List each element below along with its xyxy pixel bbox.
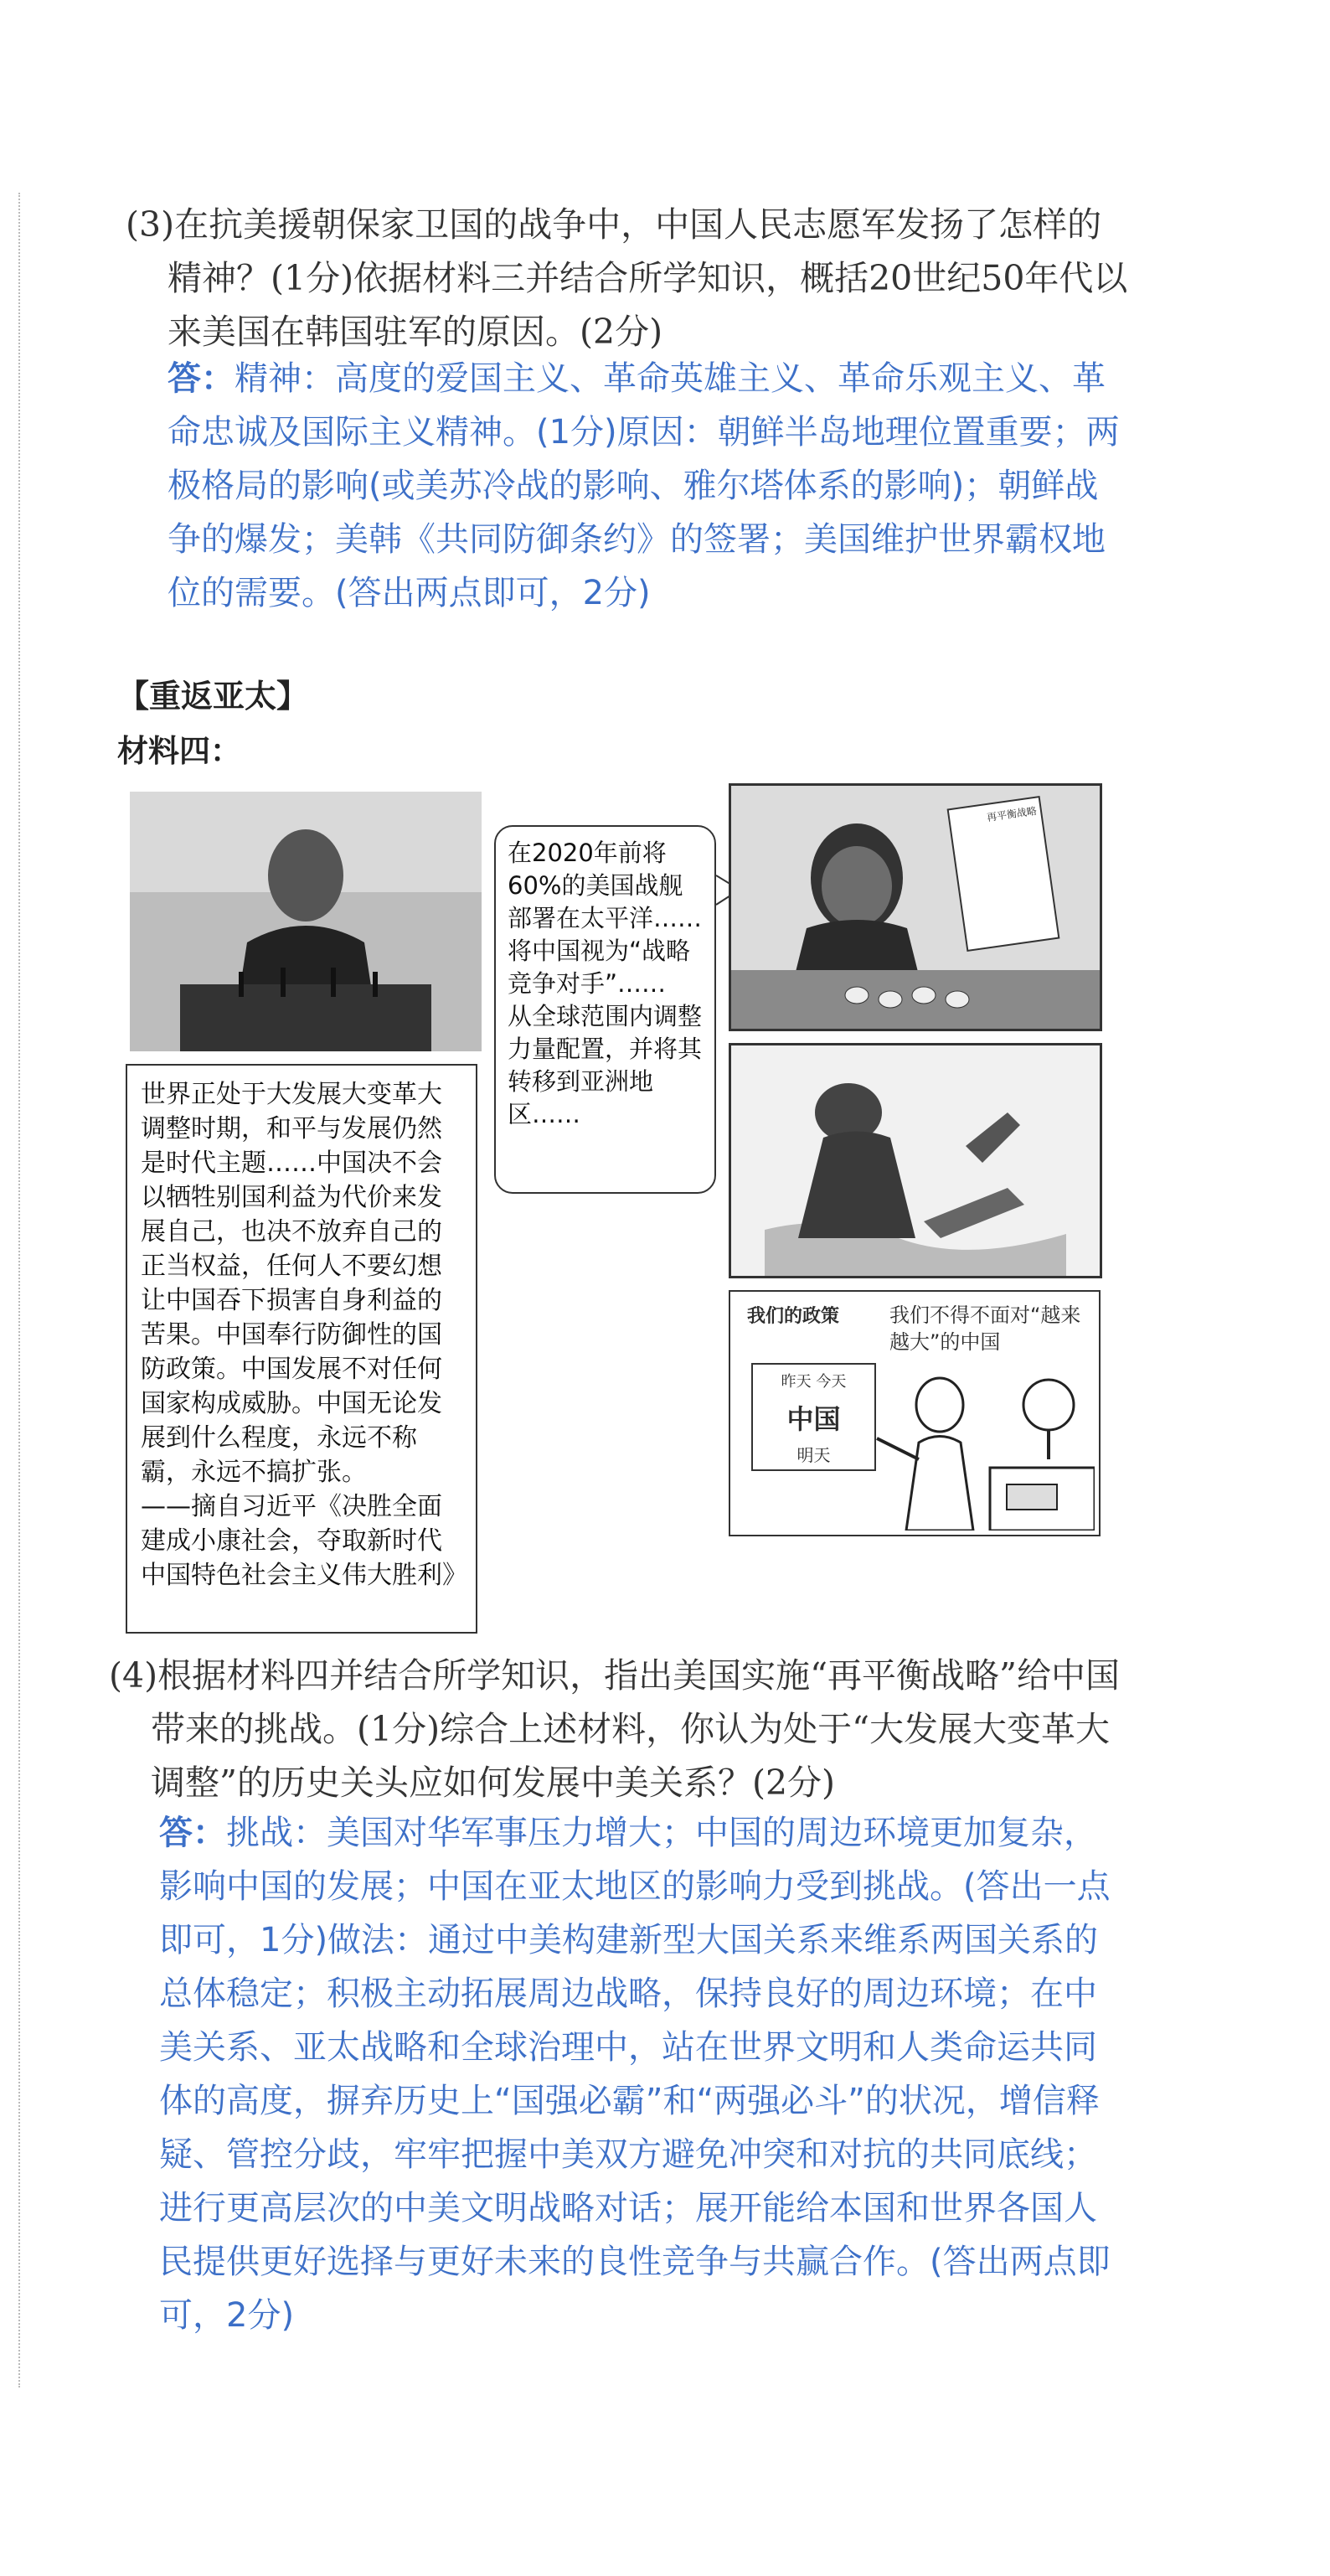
cartoon-3-figure — [873, 1359, 1095, 1531]
answer-3-text: 精神：高度的爱国主义、革命英雄主义、革命乐观主义、革命忠诚及国际主义精神。(1分)原因：朝鲜半岛地理位置重要；两极格局的影响(或美苏冷战的影响、雅尔塔体系的影响)；朝鲜战争的爆发；美韩《共同防御条约》的签署；美国维护世界霸权地位的需要。(答出两点即可，2分) — [168, 359, 1120, 612]
cartoon-3 — [729, 1290, 1101, 1536]
cartoon-3-speech: 我们不得不面对“越来越大”的中国 — [889, 1303, 1081, 1354]
bubble-line-3: 从全球范围内调整力量配置，并将其转移到亚洲地区…… — [508, 1002, 703, 1128]
cartoon-1-sign: 再平衡战略 — [986, 804, 1038, 824]
cartoon-2-illustration — [731, 1045, 1100, 1276]
answer-4-text: 挑战：美国对华军事压力增大；中国的周边环境更加复杂，影响中国的发展；中国在亚太地区的影响力受到挑战。(答出一点即可，1分)做法：通过中美构建新型大国关系来维系两国关系的总体稳定；积极主动拓展周边战略，保持良好的周边环境；在中美关系、亚太战略和全球治理中，站在世界文明和人类命运共同体的高度，摒弃历史上“国强必霸”和“两强必斗”的状况，增信释疑、管控分歧，牢牢把握中美双方避免冲突和对抗的共同底线；进行更高层次的中美文明战略对话；展开能给本国和世界各国人民提供更好选择与更好未来的良性竞争与共赢合作。(答出两点即可，2分) — [159, 1814, 1111, 2335]
quote-text: 世界正处于大发展大变革大调整时期，和平与发展仍然是时代主题……中国决不会以牺牲别国利益为代价来发展自己，也决不放弃自己的正当权益，任何人不要幻想让中国吞下损害自身利益的苦果。中国奉行防御性的国防政策。中国发展不对任何国家构成威胁。中国无论发展到什么程度，永远不称霸，永远不搞扩张。 — [141, 1080, 442, 1487]
cartoon-1 — [729, 783, 1102, 1031]
speaker-photo — [130, 792, 482, 1051]
material-label: 材料四： — [117, 733, 241, 769]
answer-3 — [168, 352, 1131, 620]
cartoon-3-sign-title: 我们的政策 — [747, 1306, 840, 1327]
speaker-photo-illustration — [130, 792, 482, 1051]
board-bottom: 明天 — [796, 1445, 831, 1465]
bubble-line-1: 在2020年前将60%的美国战舰部署在太平洋…… — [508, 839, 703, 932]
question-3: (3)在抗美援朝保家卫国的战争中，中国人民志愿军发扬了怎样的精神？(1分)依据材料三并结合所学知识，概括20世纪50年代以来美国在韩国驻军的原因。(2分) — [126, 204, 1128, 352]
bubble-line-2: 将中国视为“战略竞争对手”…… — [508, 937, 691, 998]
answer-4 — [159, 1806, 1122, 2342]
question-4: (4)根据材料四并结合所学知识，指出美国实施“再平衡战略”给中国带来的挑战。(1分)综合上述材料，你认为处于“大发展大变革大调整”的历史关头应如何发展中美关系？(2分) — [109, 1655, 1120, 1803]
cartoon-1-illustration — [731, 786, 1100, 1029]
cartoon-3-board — [751, 1363, 876, 1471]
section-title: 【重返亚太】 — [117, 678, 309, 715]
quote-box — [126, 1064, 477, 1634]
board-top: 昨天 今天 — [781, 1373, 847, 1391]
cartoon-2 — [729, 1043, 1102, 1278]
answer-3-label: 答： — [168, 359, 235, 398]
answer-4-label: 答： — [159, 1814, 226, 1852]
board-center: 中国 — [786, 1403, 841, 1435]
speech-bubble — [494, 825, 716, 1194]
quote-source: ——摘自习近平《决胜全面建成小康社会，夺取新时代中国特色社会主义伟大胜利》 — [141, 1492, 467, 1590]
margin-line — [18, 193, 20, 2388]
